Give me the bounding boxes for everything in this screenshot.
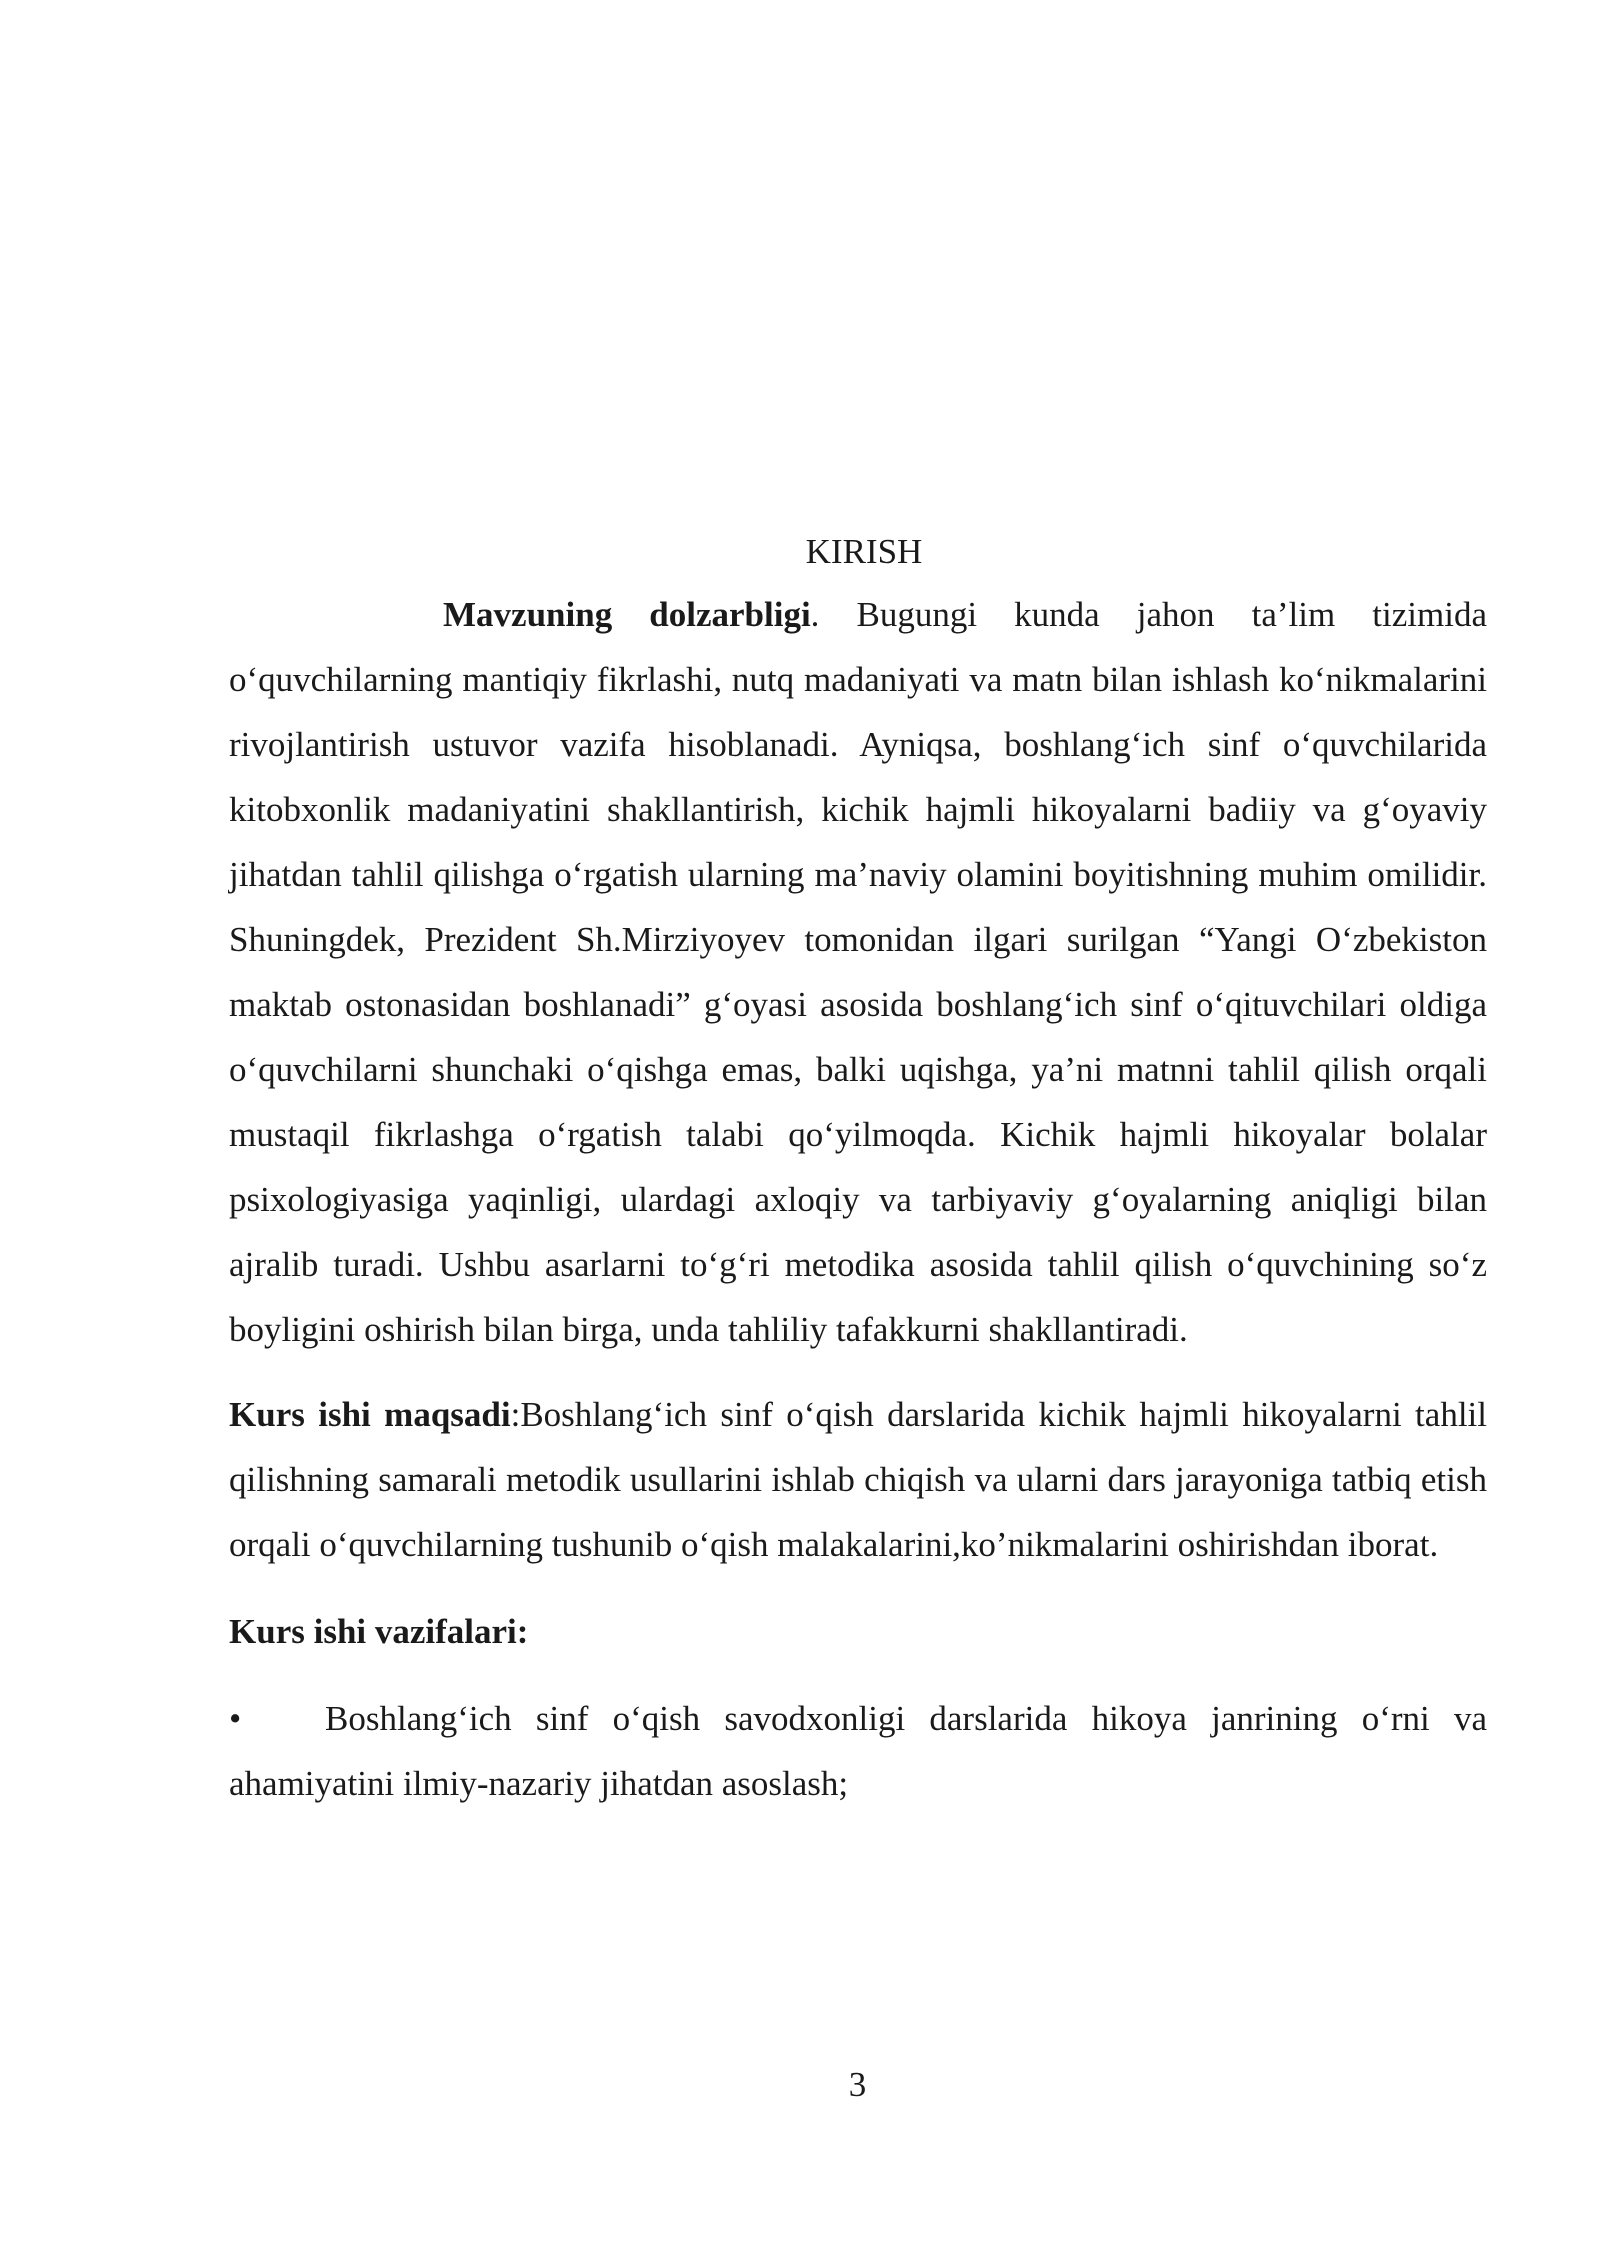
tasks-label: Kurs ishi vazifalari: bbox=[229, 1612, 529, 1651]
section-heading: KIRISH bbox=[805, 532, 923, 571]
page-number: 3 bbox=[848, 2065, 867, 2104]
bullet-icon: • bbox=[229, 1699, 242, 1738]
relevance-paragraph bbox=[229, 582, 1487, 1362]
relevance-label: Mavzuning dolzarbligi bbox=[443, 595, 811, 634]
goal-text: :Boshlang‘ich sinf o‘qish darslarida kichik hajmli hikoyalarni tahlil qilishning samarali metodik usullarini ishlab chiqish va ularni dars jarayoniga tatbiq etish orqali o‘quvchilarning tushunib o‘qish malakalarini,ko’nikmalarini oshirishdan iborat. bbox=[229, 1395, 1487, 1564]
task-item-text: Boshlang‘ich sinf o‘qish savodxonligi darslarida hikoya janrining o‘rni va ahamiyatini ilmiy-nazariy jihatdan asoslash; bbox=[229, 1699, 1487, 1803]
relevance-text: . Bugungi kunda jahon ta’lim tizimida o‘quvchilarning mantiqiy fikrlashi, nutq madaniyati va matn bilan ishlash ko‘nikmalarini rivojlantirish ustuvor vazifa hisoblanadi. Ayniqsa, boshlang‘ich sinf o‘quvchilarida kitobxonlik madaniyatini shakllantirish, kichik hajmli hikoyalarni badiiy va g‘oyaviy jihatdan tahlil qilishga o‘rgatish ularning ma’naviy olamini boyitishning muhim omilidir. Shuningdek, Prezident Sh.Mirziyoyev tomonidan ilgari surilgan “Yangi O‘zbekiston maktab ostonasidan boshlanadi” g‘oyasi asosida boshlang‘ich sinf o‘qituvchilari oldiga o‘quvchilarni shunchaki o‘qishga emas, balki uqishga, ya’ni matnni tahlil qilish orqali mustaqil fikrlashga o‘rgatish talabi qo‘yilmoqda. Kichik hajmli hikoyalar bolalar psixologiyasiga yaqinligi, ulardagi axloqiy va tarbiyaviy g‘oyalarning aniqligi bilan ajralib turadi. Ushbu asarlarni to‘g‘ri metodika asosida tahlil qilish o‘quvchining so‘z boyligini oshirish bilan birga, unda tahliliy tafakkurni shakllantiradi. bbox=[229, 595, 1487, 1349]
goal-paragraph bbox=[229, 1382, 1487, 1577]
goal-label: Kurs ishi maqsadi bbox=[229, 1395, 511, 1434]
page-content bbox=[229, 522, 1487, 1816]
task-list-item bbox=[229, 1686, 1487, 1816]
tasks-heading bbox=[229, 1599, 1487, 1664]
